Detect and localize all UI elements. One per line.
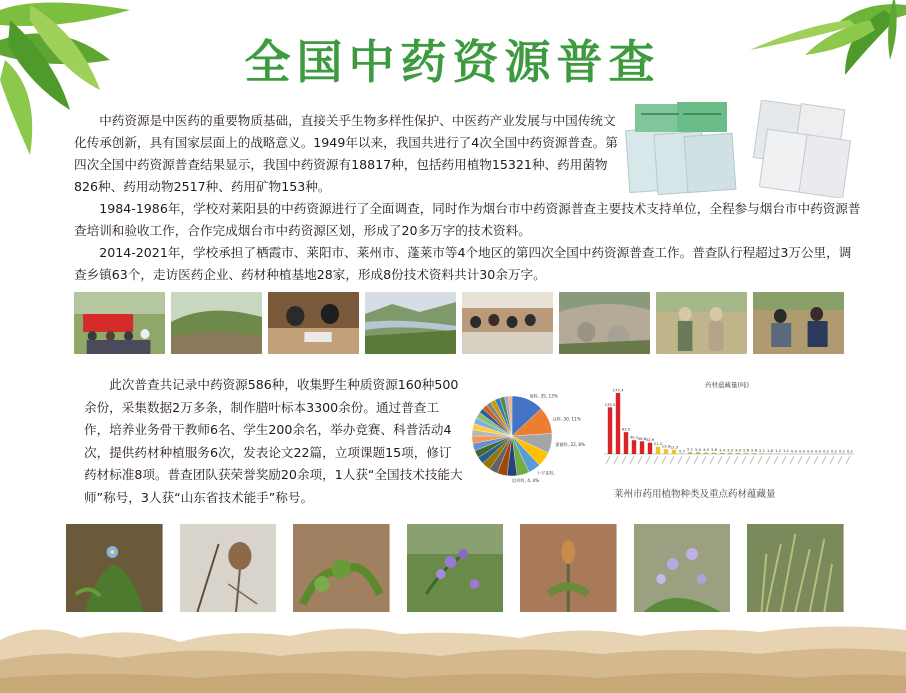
bar [704,453,708,454]
bar-value-label: 21.2 [653,441,663,447]
bar-category-tick [678,456,682,464]
history-paragraph: 1984-1986年，学校对莱阳县的中药资源进行了全面调查，同时作为烟台市中药资源普查主要技术支持单位，全程参与烟台市中药资源普查培训和验收工作，合作完成烟台市中药资源区划，形成了20多万字的技术资料。 [74,201,861,238]
figure-caption: 莱州市药用植物种类及重点药材蕴藏量 [614,489,776,500]
hillside-photo [171,292,262,354]
bar [648,443,652,454]
bar-category-tick [630,456,634,464]
digging-roots-photo [753,292,844,354]
bar-category-tick [646,456,650,464]
torn-paper-ground-decoration [0,600,906,693]
bar-value-label: 40.1 [629,434,639,440]
medicinal-plant-photo-strip [66,524,844,612]
bar-value-label: 3.8 [710,447,718,453]
dragonhead-plant-photo [520,524,617,612]
training-classroom-photo [462,292,553,354]
bar [664,449,668,454]
bar-category-tick [750,456,754,464]
bar-category-tick [782,456,786,464]
bar-category-tick [758,456,762,464]
bar-category-tick [766,456,770,464]
bar-value-label: 32.9 [645,437,655,443]
bar-category-tick [742,456,746,464]
pie-slices [472,396,552,476]
bar-value-label: 36.8 [637,435,647,441]
bar-category-tick [822,456,826,464]
pie-slice-label: 蔷薇科, 22, 8% [555,442,586,448]
bar-category-tick [694,456,698,464]
bar [744,453,748,454]
bar-category-tick [814,456,818,464]
bars [608,393,852,454]
bar-category-tick [662,456,666,464]
bar-value-label: 2.6 [742,447,750,453]
intro-paragraph: 中药资源是中医药的重要物质基础，直接关乎生物多样性保护、中医药产业发展与中国传统文化传承创新，具有国家层面上的战略意义。1949年以来，我国共进行了4次全国中药资源普查。第四次全国中药资源普查结果显示，我国中药资源有18817种，包括药用植物15321种、药用菌物826种、药用动物2517种、药用矿物153种。 [74,113,618,194]
bar-category-tick [622,456,626,464]
bar [728,453,732,454]
bar-value-label: 0.1 [846,448,854,454]
bar-category-tick [838,456,842,464]
rocky-slope-photo [559,292,650,354]
bar-value-label: 3.0 [734,447,742,453]
bar-category-tick [710,456,714,464]
bar [768,453,772,454]
bar-value-label: 5.1 [686,446,694,452]
pie-slice-label: 十字花科, [536,470,555,476]
bar-category-tick [702,456,706,464]
bar [688,452,692,454]
bar-value-label: 0.4 [798,448,806,454]
bar-category-tick [734,456,738,464]
pie-slice-label: 唇形科, 4, 4% [512,478,540,483]
bar-value-label: 4.0 [702,447,710,453]
bar [608,407,612,454]
ground-herb-photo [293,524,390,612]
bar-category-tick [830,456,834,464]
pie-slice-label: 豆科, 30, 11% [552,416,581,422]
bar-value-label: 0.4 [814,448,822,454]
bar-value-label: 2.1 [758,447,766,453]
dried-seed-pod-photo [180,524,277,612]
bar [640,441,644,454]
bar [720,453,724,454]
bar-value-label: 13.9 [661,443,671,449]
purple-flower-plant-photo [407,524,504,612]
bar-value-label: 0.4 [790,448,798,454]
bar-category-tick [718,456,722,464]
bar [624,432,628,454]
bar [712,453,716,454]
bar [696,452,700,454]
bar-value-label: 3.4 [718,447,726,453]
bar [656,447,660,454]
bar-value-label: 2.6 [750,447,758,453]
fourth-survey-paragraph: 2014-2021年，学校承担了栖霞市、莱阳市、莱州市、蓬莱市等4个地区的第四次全国中药资源普查工作。普查队行程超过3万公里，调查乡镇63个，走访医药企业、药材种植基地28家，形成8份技术资料共计30余万字。 [74,245,852,282]
bar [616,393,620,454]
bar-category-tick [806,456,810,464]
mountain-river-photo [365,292,456,354]
bamboo-leaves-top-right-icon [745,0,906,80]
bar-value-label: 3.3 [726,447,734,453]
bar-category-tick [606,456,610,464]
grass-plant-photo [747,524,844,612]
indoor-specimen-photo [268,292,359,354]
bar-chart-title: 药材蕴藏量(吨) [704,381,750,389]
bar-value-label: 177.4 [612,387,624,393]
bar-category-tick [790,456,794,464]
bar [752,453,756,454]
field-collectors-photo [656,292,747,354]
bar [632,440,636,454]
bar-value-label: 0.1 [838,448,846,454]
survey-reports-photo [625,100,860,198]
bar-category-tick [798,456,802,464]
bar-category-tick [654,456,658,464]
bar-category-tick [686,456,690,464]
bar-category-tick [846,456,850,464]
bar-value-label: 1.8 [766,447,774,453]
bar-category-tick-marks [606,456,850,464]
bar-value-label: 1.2 [774,448,782,454]
violet-flower-photo [634,524,731,612]
bar-value-label: 0.4 [806,448,814,454]
blue-flower-plant-photo [66,524,163,612]
bar-value-label: 12.3 [669,444,679,450]
bar-category-tick [614,456,618,464]
bar-value-label: 1.1 [782,448,790,454]
results-paragraph: 此次普查共记录中药资源586种，收集野生种质资源160种500余份，采集数据2万多条，制作腊叶标本3300余份。通过普查工作，培养业务骨干教师6名、学生200余名，举办竞赛、科普活动4次，提供药材种植服务6次，发表论文22篇，立项课题15项，修订药材标准8项。普查团队获荣誉奖励20余项，1人获“全国技术技能大师”称号，3人获“山东省技术能手”称号。 [84,377,463,505]
bar-category-tick [726,456,730,464]
page-title: 全国中药资源普查 [244,35,661,89]
bar [672,450,676,454]
bar-value-label: 5.0 [694,446,702,452]
bar-category-tick [638,456,642,464]
bar-category-tick [774,456,778,464]
bar-value-label: 135.5 [604,401,616,407]
bar-value-label: 0.2 [830,448,838,454]
bar [736,453,740,454]
bar-category-tick [670,456,674,464]
bar-value-label: 0.7 [678,448,686,454]
pie-slice-label: 菊科, 35, 13% [529,393,558,399]
team-banner-photo [74,292,165,354]
bar-value-label: 63.5 [621,426,631,432]
bar [760,453,764,454]
field-survey-photo-strip [74,292,844,354]
medicinal-reserve-bar-chart [592,378,862,488]
bar-value-label: 0.2 [822,448,830,454]
plant-family-pie-chart [470,378,600,498]
